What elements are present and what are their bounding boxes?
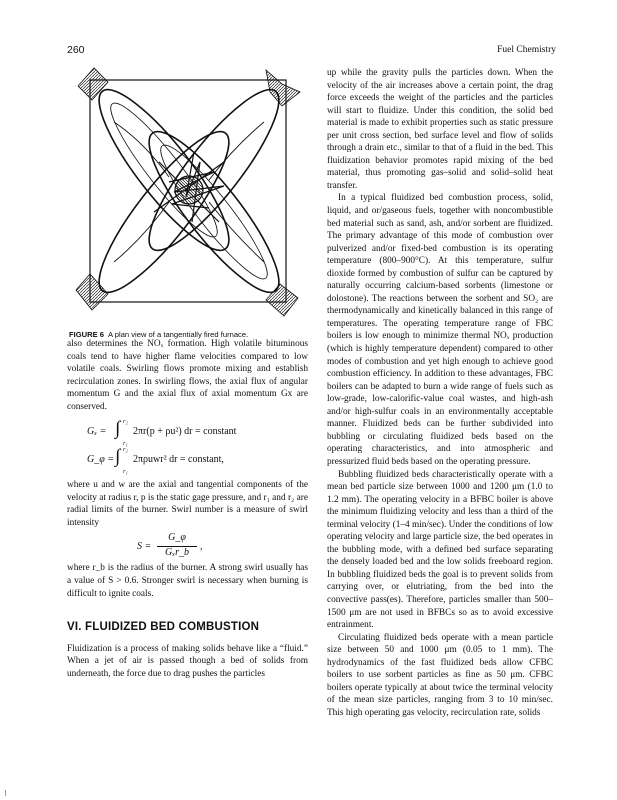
paragraph: where u and w are the axial and tangential components of the velocity at radius r, p is the static gage pressure, and r₁ and r₂ are radial limits of the burner. Swirl number is a measure of swirl intensity xyxy=(67,480,308,528)
equation-swirl-number xyxy=(67,532,308,562)
upper-limit: r₂ xyxy=(123,418,128,426)
numerator: G_φ xyxy=(157,532,197,547)
integral-sign: ∫ xyxy=(115,446,121,468)
margin-mark xyxy=(5,790,6,796)
caption-label: FIGURE 6 xyxy=(69,330,105,339)
left-column xyxy=(67,338,308,680)
page-number: 260 xyxy=(67,44,85,56)
fraction xyxy=(157,532,197,559)
eq-lhs: Gₓ = xyxy=(87,426,107,438)
running-title: Fuel Chemistry xyxy=(497,45,556,55)
paragraph: also determines the NOₓ formation. High volatile bituminous coals tend to have higher flame velocities compared to low volatile coals. Swirling flows promote mixing and establish recirculation zones. In swirling flows, the axial flux of angular momentum G and the axial flux of axial momentum Gx are conserved. xyxy=(67,339,308,412)
caption-text: A plan view of a tangentially fired furnace. xyxy=(108,330,249,339)
eq-body: 2πr(p + ρu²) dr = constant xyxy=(133,426,237,438)
upper-limit: r₂ xyxy=(123,446,128,454)
lower-limit: r₁ xyxy=(123,468,128,476)
paragraph: Fluidization is a process of making solids behave like a “fluid.” When a jet of air is passed though a bed of solids from underneath, the force due to drag pushes the particles xyxy=(67,643,308,679)
section-heading: VI. FLUIDIZED BED COMBUSTION xyxy=(67,621,260,634)
eq-lhs: S = xyxy=(137,541,152,553)
paragraph: Circulating fluidized beds operate with a mean particle size between 50 and 1000 μm (0.05 to 1 mm). The hydrodynamics of the fast fluidized beds allow CFBC boilers to use sorbent particles as fine as 50 μm. CFBC boilers operate typically at about twice the terminal velocity of the mean size particles, ranging from 3 to 10 min/sec. This high operating gas velocity, recirculation rate, solids xyxy=(327,632,553,718)
eq-body: 2πρuwr² dr = constant, xyxy=(133,454,224,466)
furnace-plan-view-figure xyxy=(74,62,302,320)
denominator: Gₓr_b xyxy=(165,547,189,559)
equation-angular-momentum xyxy=(67,446,308,476)
lower-limit: r₁ xyxy=(123,440,128,448)
eq-lhs: G_φ = xyxy=(87,454,115,466)
paragraph: up while the gravity pulls the particles down. When the velocity of the air increases above a certain point, the drag force exceeds the weight of the particles and the particles will start to fluidize. Under this condition, the solid bed material is made to exhibit properties such as static pressure per unit cross section, bed surface level and flow of solids through a drain etc., similar to that of a fluid in the bed. This fluidization behavior promotes rapid mixing of the bed material, thus promoting gas–solid and solid–solid heat transfer. xyxy=(327,68,553,191)
integral-sign: ∫ xyxy=(115,418,121,440)
paragraph: Bubbling fluidized beds characteristically operate with a mean bed particle size between 1000 and 1200 μm (1.0 to 1.2 mm). The operating velocity in a BFBC boiler is above the minimum fluidizing velocity and less than a third of the terminal velocity (1–4 min/sec). Under the conditions of low operating velocity and large particle size, the bed operates in the bubbling mode, with a defined bed surface separating the densely loaded bed and the low solids freeboard region. In bubbling fluidized beds the goal is to prevent solids from carrying over, or elutriating, from the bed into the convective pass(es). Therefore, particles smaller than 500–1500 μm are not used in BFBCs so as to avoid excessive entrainment. xyxy=(327,469,553,631)
page-header xyxy=(67,44,556,58)
paragraph: where r_b is the radius of the burner. A strong swirl usually has a value of S > 0.6. Stronger swirl is necessary when burning is difficult to ignite coals. xyxy=(67,563,308,599)
equation-axial-momentum xyxy=(67,418,308,448)
paragraph: In a typical fluidized bed combustion process, solid, liquid, and or/gaseous fuels, together with noncombustible bed material such as sand, ash, and/or sorbent are fluidized. The primary advantage of this mode of combustion over pulverized and/or fixed-bed combustion is its operating temperature (800–900°C). At this temperature, sulfur dioxide formed by combustion of sulfur can be captured by naturally occurring calcium-based sorbents (limestone or dolostone). The reactions between the sorbent and SO₂ are thermodynamically and kinetically balanced in this range of temperatures. The operating temperature range of FBC boilers is low enough to minimize thermal NOₓ production (which is highly temperature dependent) compared to other modes of combustion and yet high enough to achieve good combustion efficiency. In addition to these advantages, FBC boilers can be adapted to burn a wide range of fuels such as low-grade, low-calorific-value coal wastes, and high-ash and/or high-sulfur coals in an environmentally acceptable manner. Fluidized beds can be further subdivided into bubbling or circulating fluidized beds based on the operating characteristics, and into atmospheric and pressurized fluid beds based on the operating pressure. xyxy=(327,193,553,467)
right-column xyxy=(327,67,553,719)
eq-tail: , xyxy=(200,541,203,553)
